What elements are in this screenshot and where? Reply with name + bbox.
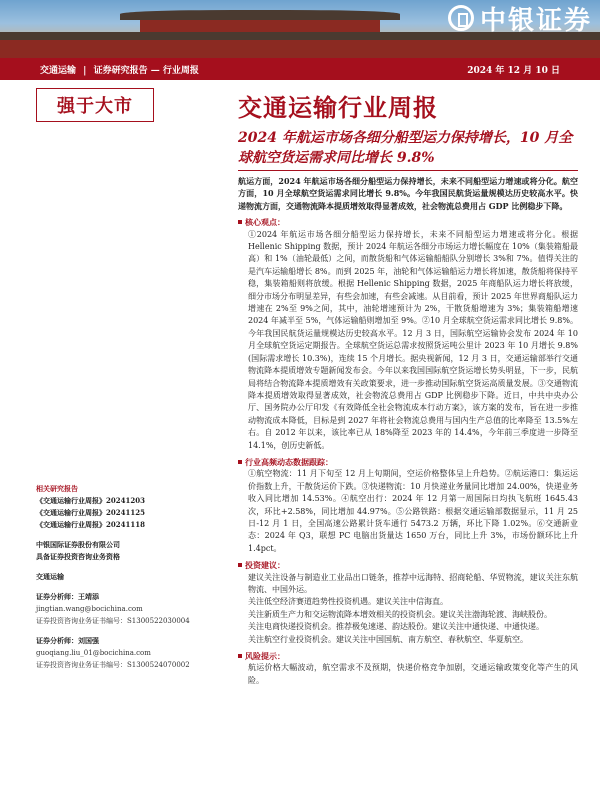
meta-separator: |: [83, 65, 87, 76]
brand-logo: [448, 2, 592, 34]
invest-item: 关注新质生产力和交运物流降本增效相关的投资机会。建议关注渤海轮渡、海峡股份。: [248, 609, 552, 619]
bullet-icon: [238, 460, 242, 464]
analyst-certificate: 证券投资咨询业务证书编号：S1300524070002: [36, 661, 190, 669]
related-report-item: 《交通运输行业周报》20241118: [36, 520, 145, 529]
bullet-icon: [238, 563, 242, 567]
invest-item: 关注低空经济赛道趋势性投资机遇。建议关注中信海直。: [248, 597, 448, 607]
core-heading-text: 核心观点：: [245, 217, 285, 228]
risk-heading-text: 风险提示：: [245, 651, 285, 662]
meta-report-type: 证券研究报告 — 行业周报: [93, 65, 199, 76]
bullet-icon: [238, 220, 242, 224]
invest-item: 关注航空行业投资机会。建议关注中国国航、南方航空、春秋航空、华夏航空。: [248, 634, 528, 644]
related-reports-heading: 相关研究报告: [36, 484, 78, 493]
bullet-icon: [238, 654, 242, 658]
invest-heading: [238, 559, 578, 571]
company-name: 中银国际证券股份有限公司: [36, 540, 120, 549]
core-paragraph: ①2024 年航运市场各细分船型运力保持增长，未来不同船型运力增速或将分化。根据 Hellenic Shipping 数据，预计 2024 年航运各细分市场运力增长幅度在 10%（集装箱船最高）和 1%（油轮最低）之间，而散货船和气体运输船船队分别增长 3%和 7%。值得关注的是汽车运输船增长 8%。而到 2025 年，油轮和气体运输船运力增长将加速，散货船将保持平稳，集装箱船则将放缓。根据 Hellenic Shipping 数据，2025 年商船队运力增长将放缓，细分市场分布明显差异，有些会加速，有些会减速。从目前看，预计 2025 年世界商船队运力增速在 2%至 9%之间，其中，油轮增速预计为 2%，干散货船增速为 3%；集装箱船增速 2024 年减半至 5%，气体运输船则增加至 9%。②10 月全球航空货运需求同比增长 9.8%。今年我国民航货运量规模达历史较高水平。12 月 3 日，国际航空运输协会发布 2024 年 10 月全球航空货运定期报告。全球航空货运总需求按照货运吨公里计 2023 年 10 月增长 9.8%(国际需求增长 10.3%)，连续 15 个月增长。据央视新闻，12 月 3 日，交通运输部举行交通物流降本提质增效专题新闻发布会。今年以来我国国际航空货运增长势头明显，下一步，民航局将结合物流降本提质增效有关政策要求，进一步推动国际航空货运高质量发展。③交通物流降本提质增效取得显著成效，社会物流总费用占 GDP 比例稳步下降。近日，中共中央办公厅、国务院办公厅印发《有效降低全社会物流成本行动方案》，该方案的发布，旨在进一步推动物流成本降低，目标是到 2027 年将社会物流总费用与国内生产总值的比率降至 13.5%左右。自 2012 年以来，该比率已从 18%降至 2023 年的 14.4%，今年前三季度进一步降至 14.1%，创历史新低。: [248, 229, 578, 450]
risk-heading: [238, 650, 578, 662]
invest-item: 关注电商快递投资机会。推荐极兔速递、韵达股份。建议关注中通快递、中通快递。: [248, 622, 544, 632]
meta-category: 交通运输: [40, 65, 77, 76]
page-subtitle: 2024 年航运市场各细分船型运力保持增长，10 月全球航空货运需求同比增长 9.8%: [238, 130, 573, 166]
risk-paragraph: 航运价格大幅波动，航空需求不及预期，快递价格竞争加剧，交通运输政策变化等产生的风险。: [248, 663, 578, 685]
hotspot-heading: [238, 456, 578, 468]
palace-roof: [120, 10, 400, 20]
header-banner: [0, 0, 600, 58]
hotspot-heading-text: 行业高频动态数据跟踪：: [245, 456, 333, 467]
rating-badge: 强于大市: [36, 88, 154, 122]
company-qualification: 具备证券投资咨询业务资格: [36, 552, 120, 561]
meta-bar: [0, 58, 600, 80]
analyst-email[interactable]: jingtian.wang@bocichina.com: [36, 605, 143, 613]
brand-name: 中银证券: [479, 5, 592, 36]
lower-wall: [0, 40, 600, 58]
analyst-certificate: 证券投资咨询业务证书编号：S1300522030004: [36, 617, 190, 625]
analyst-email[interactable]: guoqiang.liu_01@bocichina.com: [36, 649, 151, 657]
meta-date: 2024 年 12 月 10 日: [467, 65, 560, 76]
related-report-item: 《交通运输行业周报》20241125: [36, 508, 145, 517]
analyst-name: 证券分析师：王靖添: [36, 592, 99, 601]
analyst-name: 证券分析师：刘国强: [36, 636, 99, 645]
bank-logo-icon: [448, 5, 474, 31]
page-title: 交通运输行业周报: [238, 93, 438, 122]
invest-heading-text: 投资建议：: [245, 560, 285, 571]
industry-label: 交通运输: [36, 572, 64, 581]
meta-left: [40, 63, 203, 76]
sidebar: [36, 483, 211, 671]
core-heading: [238, 216, 578, 228]
main-content: [238, 175, 578, 687]
invest-item: 建议关注设备与制造业工业品出口链条，推荐中远海特、招商轮船、华贸物流，建议关注东航物流、中国外运。: [248, 572, 578, 594]
related-report-item: 《交通运输行业周报》20241203: [36, 496, 145, 505]
title-divider: [238, 170, 578, 171]
summary-paragraph: 航运方面，2024 年航运市场各细分船型运力保持增长，未来不同船型运力增速或将分化。航空方面，10 月全球航空货运需求同比增长 9.8%。今年我国民航货运量规模达历史较高水平。快递物流方面，交通物流降本提质增效取得显著成效，社会物流总费用占 GDP 比例稳步下降。: [238, 176, 578, 211]
hotspot-paragraph: ①航空物流：11 月下旬至 12 月上旬期间，空运价格整体呈上升趋势。②航运港口：集运运价指数上升，干散货运价下跌。③快递物流：10 月快递业务量同比增加 24.00%，快递业务收入同比增加 14.53%。④航空出行：2024 年 12 月第一周国际日均执飞航班 1645.43 次，环比+2.58%，同比增加 44.97%。⑤公路铁路：根据交通运输部数据显示，11 月 25 日-12 月 1 日，全国高速公路累计货车通行 5473.2 万辆，环比下降 1.02%。⑥交通新业态：2024 年 Q3，联想 PC 电脑出货量达 1650 万台，同比上升 3%，市场份额环比上升 1.4pct。: [248, 469, 578, 553]
